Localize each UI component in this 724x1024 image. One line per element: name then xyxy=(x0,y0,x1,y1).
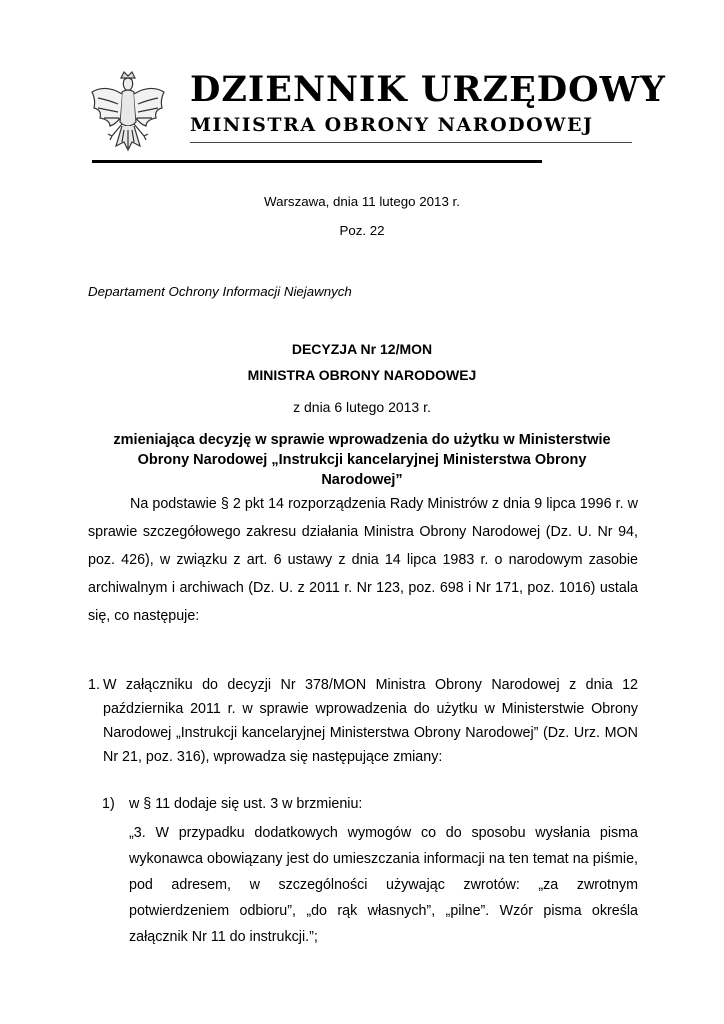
header-divider-thin xyxy=(190,142,632,143)
preamble: Na podstawie § 2 pkt 14 rozporządzenia Rady Ministrów z dnia 9 lipca 1996 r. w sprawie szczegółowego zakresu działania Ministra Obrony Narodowej (Dz. U. Nr 94, poz. 426), w związku z art. 6 ustawy z dnia 14 lipca 1983 r. o narodowym zasobie archiwalnym i archiwach (Dz. U. z 2011 r. Nr 123, poz. 698 i Nr 171, poz. 1016) ustala się, co następuje: xyxy=(88,496,638,624)
decision-date: z dnia 6 lutego 2013 r. xyxy=(293,399,431,415)
list-item xyxy=(88,673,638,769)
subitem-quote: „3. W przypadku dodatkowych wymogów co do sposobu wysłania pisma wykonawca obowiązany jest do umieszczania informacji na ten temat na piśmie, pod adresem, w szczególności używając zwrotów: „za zwrotnym potwierdzeniem odbioru”, „do rąk własnych”, „pilne”. Wzór pisma określa załącznik Nr 11 do instrukcji.”; xyxy=(129,825,638,945)
department: Departament Ochrony Informacji Niejawnych xyxy=(88,284,352,299)
item-text: W załączniku do decyzji Nr 378/MON Ministra Obrony Narodowej z dnia 12 października 2011 r. w sprawie wprowadzenia do użytku w Ministerstwie Obrony Narodowej „Instrukcji kancelaryjnej Ministerstwa Obrony Narodowej” (Dz. Urz. MON Nr 21, poz. 316), wprowadza się następujące zmiany: xyxy=(103,677,638,765)
polish-eagle-emblem-icon xyxy=(86,70,170,168)
subitem-number: 1) xyxy=(102,796,115,812)
sub-list-item xyxy=(102,792,638,950)
journal-subtitle: MINISTRA OBRONY NARODOWEJ xyxy=(190,114,594,136)
header-divider-thick xyxy=(92,160,542,163)
place-date: Warszawa, dnia 11 lutego 2013 r. xyxy=(264,194,460,209)
position-number: Poz. 22 xyxy=(339,223,385,238)
item-number: 1. xyxy=(88,677,100,693)
decision-subject: zmieniająca decyzję w sprawie wprowadzenia do użytku w Ministerstwie Obrony Narodowej „Instrukcji kancelaryjnej Ministerstwa Obrony Narodowej” xyxy=(113,432,611,488)
journal-title: DZIENNIK URZĘDOWY xyxy=(190,69,666,110)
decision-number: DECYZJA Nr 12/MON xyxy=(291,341,433,357)
decision-issuer: MINISTRA OBRONY NARODOWEJ xyxy=(247,367,477,383)
subitem-text: w § 11 dodaje się ust. 3 w brzmieniu: xyxy=(129,796,363,812)
